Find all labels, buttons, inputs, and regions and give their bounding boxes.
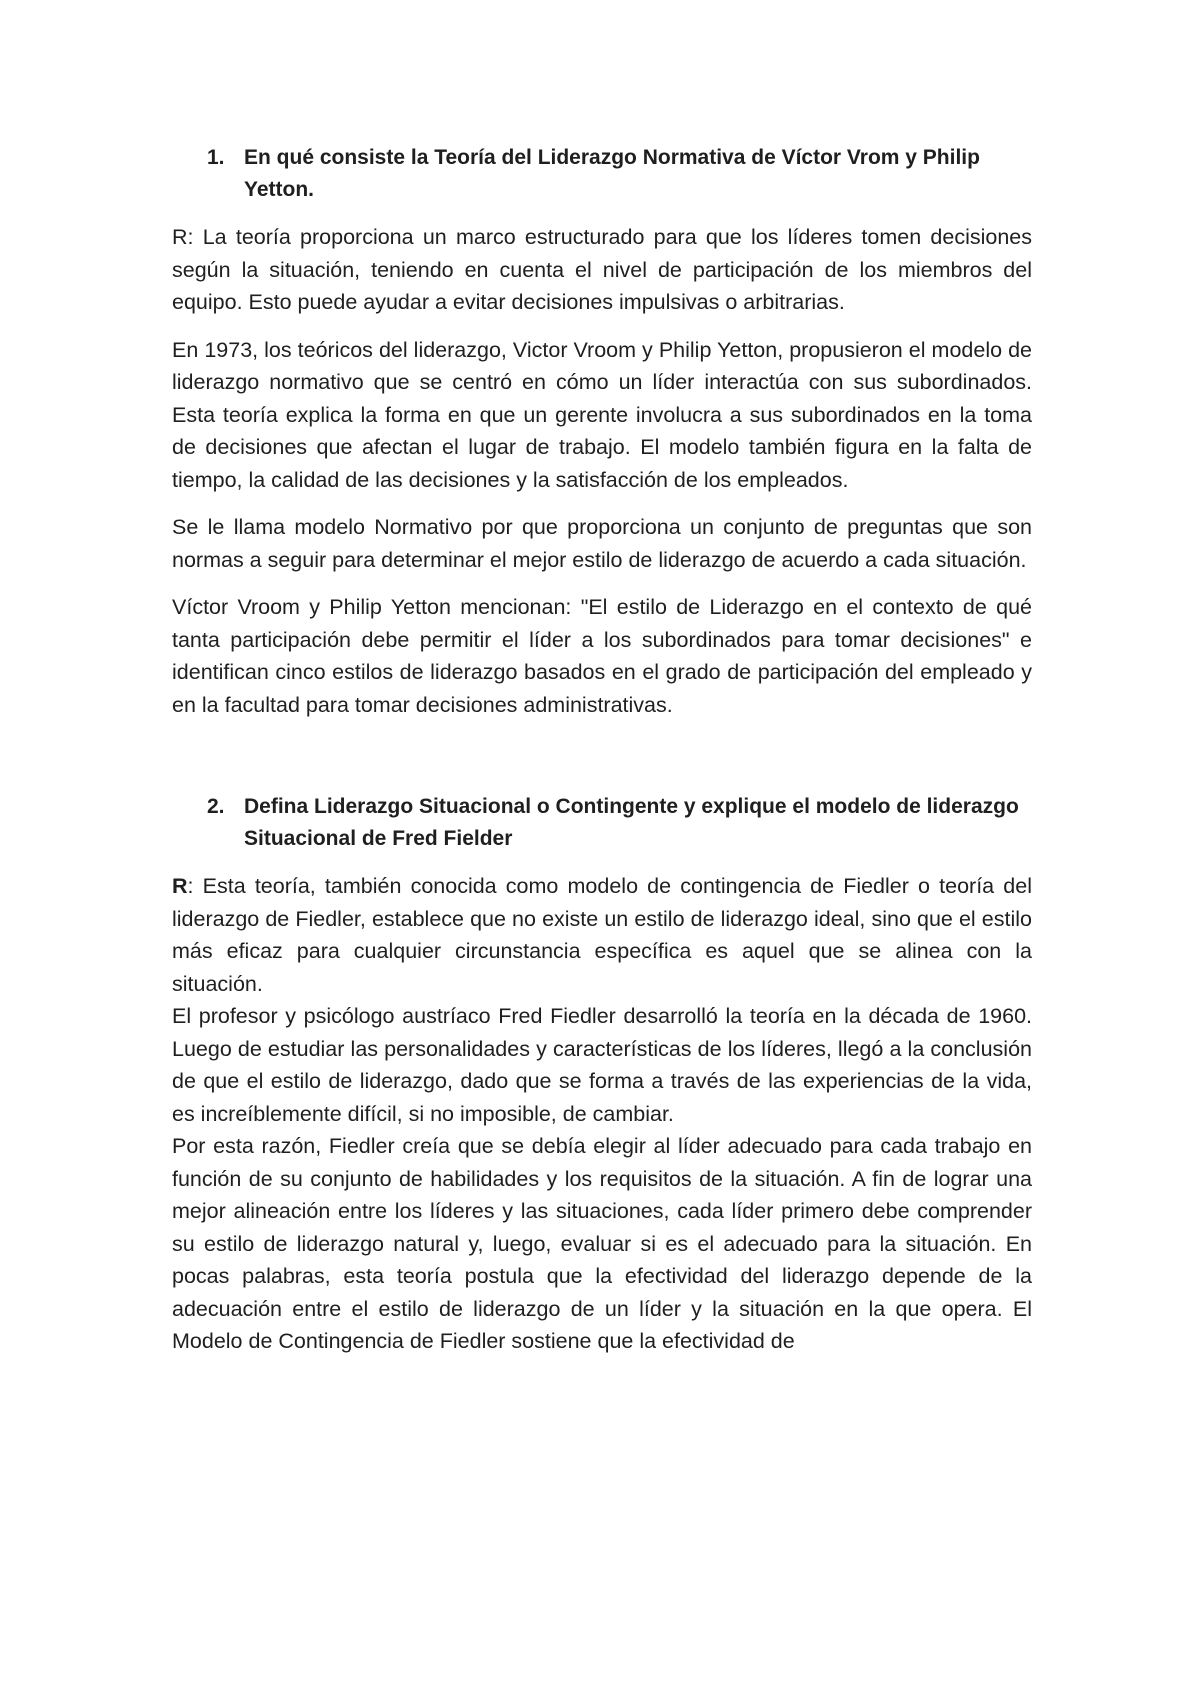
q1-answer-paragraph: R: La teoría proporciona un marco estructurado para que los líderes tomen decisiones según la situación, teniendo en cuenta el nivel de participación de los miembros del equipo. Esto puede ayudar a evitar decisiones impulsivas o arbitrarias. [172,225,1032,314]
section-spacer [172,721,1032,791]
q1-paragraph-history: En 1973, los teóricos del liderazgo, Victor Vroom y Philip Yetton, propusieron el modelo de liderazgo normativo que se centró en cómo un líder interactúa con sus subordinados. Esta teoría explica la forma en que un gerente involucra a sus subordinados en la toma de decisiones que afectan el lugar de trabajo. El modelo también figura en la falta de tiempo, la calidad de las decisiones y la satisfacción de los empleados. [172,337,1032,492]
question-1-number: 1. [207,146,225,169]
question-1-title: En qué consiste la Teoría del Liderazgo Normativa de Víctor Vrom y Philip Yetton. [244,146,980,201]
q2-paragraph-reason: Por esta razón, Fiedler creía que se debía elegir al líder adecuado para cada trabajo en función de su conjunto de habilidades y los requisitos de la situación. A fin de lograr una mejor alineación entre los líderes y las situaciones, cada líder primero debe comprender su estilo de liderazgo natural y, luego, evaluar si es el adecuado para la situación. En pocas palabras, esta teoría postula que la efectividad del liderazgo depende de la adecuación entre el estilo de liderazgo de un líder y la situación en la que opera. El Modelo de Contingencia de Fiedler sostiene que la efectividad de [172,1134,1032,1353]
q1-paragraph-normative: Se le llama modelo Normativo por que proporciona un conjunto de preguntas que son normas a seguir para determinar el mejor estilo de liderazgo de acuerdo a cada situación. [172,515,1032,572]
q2-answer-paragraph [172,870,1032,1000]
question-2-number: 2. [207,795,225,818]
document-page [172,142,1032,1358]
answer-prefix: R [172,874,188,898]
q2-answer-text: : Esta teoría, también conocida como modelo de contingencia de Fiedler o teoría del liderazgo de Fiedler, establece que no existe un estilo de liderazgo ideal, sino que el estilo más eficaz para cualquier circunstancia específica es aquel que se alinea con la situación. [172,874,1032,996]
question-1-heading [172,142,1032,206]
q1-paragraph-quote: Víctor Vroom y Philip Yetton mencionan: "El estilo de Liderazgo en el contexto de qué tanta participación debe permitir el líder a los subordinados para tomar decisiones" e identifican cinco estilos de liderazgo basados en el grado de participación del empleado y en la facultad para tomar decisiones administrativas. [172,595,1032,717]
question-2-heading [172,791,1032,855]
q2-paragraph-history: El profesor y psicólogo austríaco Fred Fiedler desarrolló la teoría en la década de 1960. Luego de estudiar las personalidades y características de los líderes, llegó a la conclusión de que el estilo de liderazgo, dado que se forma a través de las experiencias de la vida, es increíblemente difícil, si no imposible, de cambiar. [172,1004,1032,1126]
question-2-title: Defina Liderazgo Situacional o Contingente y explique el modelo de liderazgo Situacional de Fred Fielder [244,795,1019,850]
